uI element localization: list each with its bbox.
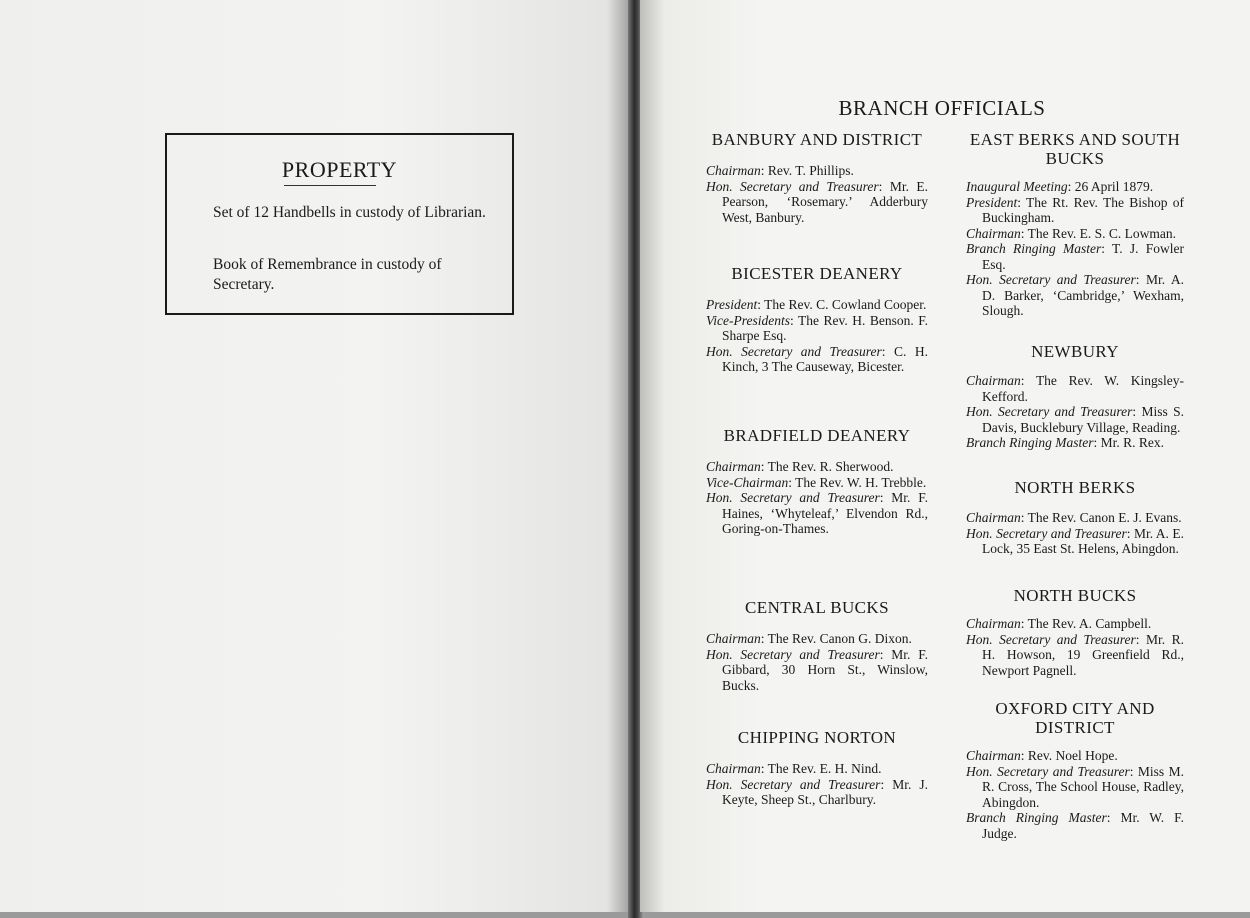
branch-entry: Chairman: The Rev. E. H. Nind. [706,761,882,776]
entry-text: Mr. R. Rex. [1100,435,1165,450]
entry-text: Mr. A. E. Lock, 35 East St. Helens, Abingdon. [982,525,1184,556]
entry-text: The Rev. E. S. C. Lowman. [1027,225,1177,241]
role-label: Hon. Secretary and Treasurer [966,525,1127,541]
role-label: Chairman [706,631,761,646]
branch-name: BICESTER DEANERY [731,264,903,283]
branch-entry: President: The Rev. C. Cowland Cooper. [706,297,927,312]
branch-entry: Chairman: The Rev. A. Campbell. [966,616,1152,631]
branch-entry: Hon. Secretary and Treasurer: C. H. Kinch, 3 The Causeway, Bicester. [706,343,928,374]
role-label: Hon. Secretary and Treasurer [706,178,879,194]
branch-name: EAST BERKS AND SOUTH BUCKS [969,130,1181,168]
entry-text: The Rev. C. Cowland Cooper. [764,297,927,312]
branch-entry: Hon. Secretary and Treasurer: Mr. F. Gibbard, 30 Horn St., Winslow, Bucks. [706,646,929,693]
entry-text: The Rev. R. Sherwood. [767,459,894,474]
branch-name: OXFORD CITY AND DISTRICT [995,699,1155,737]
entry-text: The Rev. W. H. Trebble. [795,474,927,490]
branch-central-bucks [706,598,928,693]
entry-text: The Rev. E. H. Nind. [767,761,882,776]
role-label: Inaugural Meeting [966,179,1068,194]
role-label: Hon. Secretary and Treasurer [966,272,1136,287]
role-label: Branch Ringing Master [966,810,1107,825]
branch-oxford-city [966,699,1184,841]
branch-north-berks [966,478,1184,557]
branch-entry: Chairman: Rev. Noel Hope. [966,748,1118,763]
entry-text: The Rev. A. Campbell. [1027,616,1152,631]
branch-entry: Hon. Secretary and Treasurer: Mr. J. Keyte, Sheep St., Charlbury. [706,776,928,807]
branch-entry: Chairman: The Rev. R. Sherwood. [706,459,894,474]
role-label: Hon. Secretary and Treasurer [966,763,1130,779]
branch-name: BRADFIELD DEANERY [723,426,911,445]
branch-east-berks-south-bucks [966,130,1184,319]
entry-text: Mr. R. H. Howson, 19 Greenfield Rd., Newport Pagnell. [982,631,1184,678]
entry-text: The Rev. H. Benson. F. Sharpe Esq. [722,312,928,343]
role-label: Vice-Chairman [706,474,789,490]
property-title: PROPERTY [281,157,398,182]
branch-entry: Hon. Secretary and Treasurer: Mr. A. E. Lock, 35 East St. Helens, Abingdon. [966,525,1184,556]
property-item: Set of 12 Handbells in custody of Librarian. [213,204,486,221]
branch-newbury [966,342,1184,451]
role-label: Vice-Presidents [706,312,790,328]
entry-text: Mr. W. F. Judge. [982,810,1184,841]
branch-entry: Chairman: The Rev. W. Kingsley-Kefford. [966,373,1185,404]
role-label: Chairman [966,748,1021,763]
entry-text: The Rev. W. Kingsley-Kefford. [982,373,1185,404]
branch-entry: Branch Ringing Master: Mr. R. Rex. [966,435,1165,450]
branch-bradfield [706,426,928,537]
role-label: Chairman [706,761,761,776]
role-label: Chairman [966,510,1021,525]
entry-text: T. J. Fowler Esq. [982,241,1184,272]
branch-name: NORTH BERKS [1014,478,1136,497]
branch-entry: Branch Ringing Master: T. J. Fowler Esq. [966,241,1184,272]
role-label: Chairman [966,616,1021,631]
branch-entry: Hon. Secretary and Treasurer: Miss M. R. Cross, The School House, Radley, Abingdon. [966,763,1184,810]
branch-name: NORTH BUCKS [1013,586,1137,605]
role-label: Hon. Secretary and Treasurer [966,631,1136,647]
entry-text: Rev. Noel Hope. [1027,748,1118,763]
title-underline [284,185,376,186]
entry-text: 26 April 1879. [1074,179,1154,194]
branch-entry: Chairman: The Rev. Canon E. J. Evans. [966,510,1182,525]
role-label: President [706,297,758,312]
branch-entry: Vice-Presidents: The Rev. H. Benson. F. Sharpe Esq. [706,312,928,343]
role-label: Hon. Secretary and Treasurer [706,646,880,662]
entry-text: The Rt. Rev. The Bishop of Buckingham. [982,194,1184,225]
role-label: President [966,194,1018,210]
entry-text: Rev. T. Phillips. [767,163,854,178]
role-label: Hon. Secretary and Treasurer [706,490,880,505]
branch-bicester [706,264,928,375]
role-label: Branch Ringing Master [966,435,1094,450]
entry-text: The Rev. Canon E. J. Evans. [1027,510,1182,525]
entry-text: Miss S. Davis, Bucklebury Village, Reading. [982,404,1184,435]
branch-north-bucks [966,586,1184,678]
branch-name: BANBURY AND DISTRICT [711,130,923,149]
branch-entry: Chairman: Rev. T. Phillips. [706,163,854,178]
property-box [165,133,514,315]
branch-entry: Hon. Secretary and Treasurer: Mr. R. H. Howson, 19 Greenfield Rd., Newport Pagnell. [966,631,1184,678]
role-label: Chairman [706,459,761,474]
entry-text: Mr. F. Haines, ‘Whyteleaf,’ Elvendon Rd., Goring-on-Thames. [722,490,929,536]
role-label: Hon. Secretary and Treasurer [706,343,882,359]
role-label: Chairman [966,373,1021,388]
property-item: Book of Remembrance in custody of Secretary. [213,256,442,293]
branch-entry: Hon. Secretary and Treasurer: Mr. E. Pearson, ‘Rosemary.’ Adderbury West, Banbury. [706,178,928,225]
role-label: Chairman [966,225,1021,241]
branch-entry: Hon. Secretary and Treasurer: Miss S. Davis, Bucklebury Village, Reading. [966,404,1184,435]
branch-name: CHIPPING NORTON [737,728,897,747]
branch-entry: Branch Ringing Master: Mr. W. F. Judge. [966,810,1184,841]
entry-text: Mr. F. Gibbard, 30 Horn St., Winslow, Bucks. [722,646,929,693]
branch-entry: Inaugural Meeting: 26 April 1879. [966,179,1154,194]
entry-text: Miss M. R. Cross, The School House, Radley, Abingdon. [982,763,1184,810]
entry-text: Mr. E. Pearson, ‘Rosemary.’ Adderbury West, Banbury. [722,178,928,225]
entry-text: The Rev. Canon G. Dixon. [767,631,912,646]
branch-name: CENTRAL BUCKS [745,598,889,617]
role-label: Hon. Secretary and Treasurer [706,776,881,792]
role-label: Branch Ringing Master [966,241,1102,256]
branch-chipping-norton [706,728,928,808]
entry-text: Mr. A. D. Barker, ‘Cambridge,’ Wexham, Slough. [982,272,1184,318]
page-title: BRANCH OFFICIALS [838,96,1046,120]
branch-entry: Chairman: The Rev. E. S. C. Lowman. [966,225,1177,241]
branch-entry: Hon. Secretary and Treasurer: Mr. F. Haines, ‘Whyteleaf,’ Elvendon Rd., Goring-on-Thames. [706,490,929,536]
branch-entry: President: The Rt. Rev. The Bishop of Buckingham. [966,194,1184,225]
branch-entry: Vice-Chairman: The Rev. W. H. Trebble. [706,474,927,490]
role-label: Chairman [706,163,761,178]
entry-text: Mr. J. Keyte, Sheep St., Charlbury. [722,776,928,807]
role-label: Hon. Secretary and Treasurer [966,404,1133,419]
branch-entry: Hon. Secretary and Treasurer: Mr. A. D. Barker, ‘Cambridge,’ Wexham, Slough. [966,272,1184,318]
branch-name: NEWBURY [1031,342,1119,361]
branch-banbury [706,130,928,225]
entry-text: C. H. Kinch, 3 The Causeway, Bicester. [722,343,928,374]
branch-entry: Chairman: The Rev. Canon G. Dixon. [706,631,912,646]
